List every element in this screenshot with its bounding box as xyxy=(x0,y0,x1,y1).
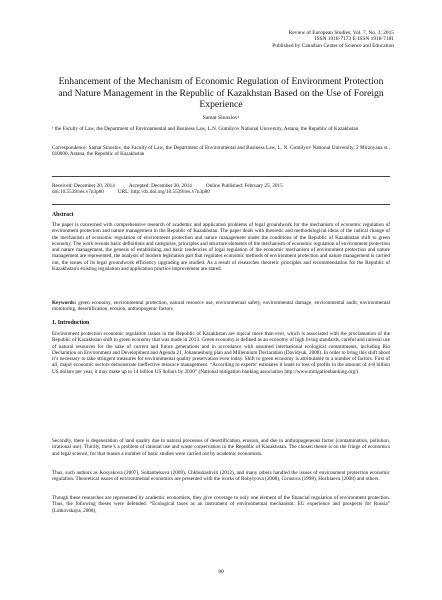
intro-paragraph: Environment protection economic regulation issues in the Republic of Kazakhstan are topical more than ever, which is associated with the proclamation of the Republic of Kazakhstan shift to green economy that was made in 2013. Green economy is defined as an economy of high living standards, careful and rational use of natural resources for the sake of current and future generations and in accordance with assumed international ecological commitments, including Rio Declaration on Environment and Development and Agenda 21, Johannesburg plan and Millennium Declaration (Davidyuk, 2008). In order to bring this shift about it’s necessary to take stringent measures for environmental quality preservation even today. Shift to green economy is attributable to a number of factors. First of all, major economic sectors demonstrate ineffective resource management. “According to experts’ estimates it leads to loss of profits in the amount of 4-8 billion US dollars per year, it may make up to 14 billion US dollars by 2030” (National mitigation banking association http://www.mitigationbanking.org/). xyxy=(52,331,390,375)
doi-link[interactable]: doi:10.5539/res.v7n3p80 xyxy=(52,189,104,196)
intro-paragraph: Secondly, there is degeneration of land quality due to natural processes of desertification, erosion, and due to anthropogeneous factor (contamination, pollution, irrational use). Thirdly, there’s a problem of rational use and waste conservation in the Republic of Kazakhstan. The chosen theme is on the fringe of economics and legal science, for that reason a number of basic studies were carried out by academic economists. xyxy=(52,438,390,457)
keywords-list: green economy, environmental protection, natural resource use, environmental safety, environmental damage, environmental audit, environmental monitoring, desertification, erosion, anthropogenic factors xyxy=(52,300,390,313)
publication-dates xyxy=(52,183,390,196)
abstract-heading: Abstract xyxy=(52,212,74,218)
abstract-text: The paper is concerned with comprehensive research of academic and application problems of legal groundwork for the mechanism of economic regulation of environment protection and nature management in the Republic of Kazakhstan. The paper deals with theoretic and methodological ideas of the radical change of the mechanism of economic regulation of environment protection and nature management under the conditions of the Republic of Kazakhstan shift to green economy. The work reveals basic definitions and categories, principles and structure elements of the mechanism of economic regulation of environment protection and nature management, the genesis of establishing and basic tendencies of legal regulation of the economic mechanism of environment protection and nature management are represented, the analysis of modern legislation part that regulates economic methods of environment protection and nature management is carried out, the issues of its legal groundwork efficiency upgrading are studied. As a result of researches theoretic principles and recommendation for the Republic of Kazakhstan's existing legislation and application practice improvement are stated. xyxy=(52,222,390,273)
page-number: 80 xyxy=(218,569,224,575)
accepted-date: Accepted: December 30, 2014 xyxy=(128,183,192,189)
divider-bottom xyxy=(52,204,390,205)
doi-url[interactable]: URL: http://dx.doi.org/10.5539/res.v7n3p80 xyxy=(117,189,210,196)
paper-title: Enhancement of the Mechanism of Economic Regulation of Environment Protection and Nature Management in the Republic of Kazakhstan Based on the Use of Foreign Experience xyxy=(58,76,384,111)
keywords-label: Keywords: xyxy=(52,300,77,306)
journal-header xyxy=(272,30,394,49)
intro-paragraph: Thus, such authors as Kosyakova (2007), Soltanbekova (2009), Chkhutiashvili (2012), and many others handled the issues of environment protection economic regulation. Theoretical issues of environmental economics are presented with the works of Bobylyova (2008), Girusova (1998), Hochlaeva (2008) and others. xyxy=(52,470,390,483)
journal-publisher: Published by Canadian Center of Science and Education xyxy=(272,42,394,49)
introduction-heading: 1. Introduction xyxy=(52,320,90,326)
intro-paragraph: Though these researches are represented by academic economists, they give coverage to only one element of the financial regulation of environment protection. Thus, the following theses were defended: “Ecological taxes as an instrument of environmental mechanism: EU experience and prospects for Russia” (Lutkovskaya, 2008), xyxy=(52,495,390,514)
divider-top xyxy=(52,176,390,177)
correspondence: Correspondence: Samat Sinoslov, the Faculty of Law, the Department of Environmental and Business Law, L. N. Gumilyov National University, 2 Mirzoyana st., 010000, Astana, the Republic of Kazakhstan xyxy=(52,145,390,158)
keywords xyxy=(52,300,390,313)
journal-volume: Review of European Studies; Vol. 7, No. 3; 2015 xyxy=(288,30,394,36)
published-date: Online Published: February 25, 2015 xyxy=(205,183,283,189)
author-name: Samat Sinoslov¹ xyxy=(202,115,240,121)
journal-issn: ISSN 1918-7173 E-ISSN 1918-7181 xyxy=(314,36,394,43)
received-date: Received: December 20, 2014 xyxy=(52,183,115,189)
author-affiliation: ¹ the Faculty of Law, the Department of Environmental and Business Law, L.N. Gumilyov National University, Astana, the Republic of Kazakhstan xyxy=(52,126,359,132)
